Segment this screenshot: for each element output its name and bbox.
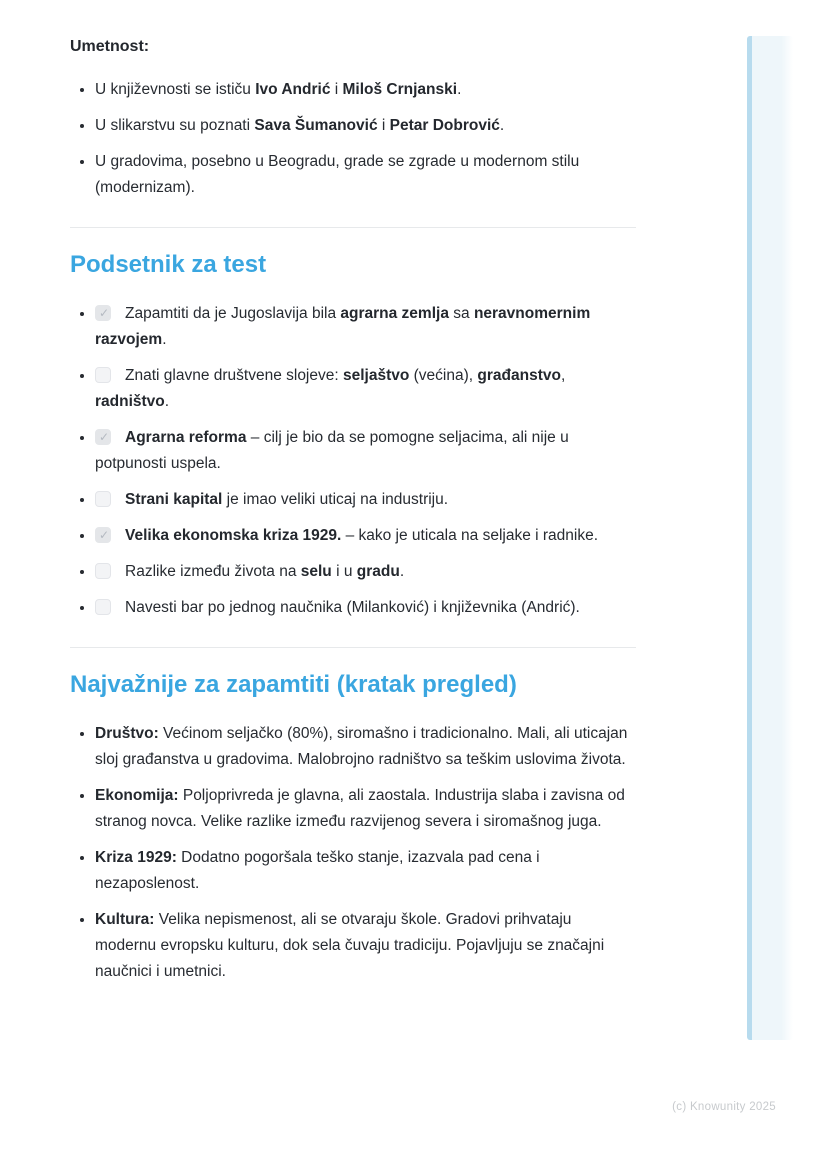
- checklist-item: [95, 558, 636, 585]
- section-divider: [70, 227, 636, 228]
- bold-text-segment: Sava Šumanović: [254, 117, 378, 134]
- checklist-item: [95, 594, 636, 621]
- copyright-label: (c) Knowunity 2025: [672, 1101, 776, 1113]
- text-segment: U slikarstvu su poznati: [95, 117, 255, 134]
- right-accent-bar: [747, 36, 793, 1040]
- section-title-umetnost: Umetnost:: [70, 38, 150, 55]
- text-segment: i: [330, 81, 343, 98]
- text-segment: U gradovima, posebno u Beogradu, grade se zgrade u modernom stilu (modernizam).: [95, 153, 580, 196]
- text-segment: (većina),: [409, 367, 478, 384]
- text-segment: – cilj je bio da se pomogne seljacima, ali nije u potpunosti uspela.: [95, 429, 569, 472]
- bold-text-segment: Ivo Andrić: [255, 81, 331, 98]
- bullet-list-umetnost: [70, 76, 636, 201]
- bold-text-segment: građanstvo: [477, 367, 561, 384]
- section-title-podsetnik: Podsetnik za test: [70, 251, 267, 278]
- text-segment: .: [162, 331, 167, 348]
- bold-text-segment: Ekonomija:: [95, 787, 179, 804]
- list-item: [95, 76, 636, 103]
- list-item: [95, 844, 636, 897]
- text-segment: Zapamtiti da je Jugoslavija bila: [125, 305, 341, 322]
- bullet-list-najvaznije: [70, 720, 636, 985]
- list-item: [95, 112, 636, 139]
- checkbox-unchecked-icon[interactable]: [95, 491, 111, 507]
- checklist-item: [95, 424, 636, 477]
- text-segment: je imao veliki uticaj na industriju.: [222, 491, 449, 508]
- section-title-najvaznije: Najvažnije za zapamtiti (kratak pregled): [70, 671, 517, 698]
- note-content: [70, 38, 636, 994]
- section-divider: [70, 647, 636, 648]
- bold-text-segment: Kriza 1929:: [95, 849, 177, 866]
- section-umetnost: [70, 38, 636, 201]
- checklist-item: [95, 522, 636, 549]
- bold-text-segment: Agrarna reforma: [125, 429, 247, 446]
- checklist-item: [95, 300, 636, 353]
- text-segment: – kako je uticala na seljake i radnike.: [341, 527, 599, 544]
- bold-text-segment: agrarna zemlja: [340, 305, 449, 322]
- text-segment: Znati glavne društvene slojeve:: [125, 367, 343, 384]
- text-segment: Većinom seljačko (80%), siromašno i tradicionalno. Mali, ali uticajan sloj građanstva u gradovima. Malobrojno radništvo sa teškim uslovima života.: [95, 725, 628, 768]
- text-segment: .: [399, 563, 405, 580]
- text-segment: .: [164, 393, 170, 410]
- bold-text-segment: radništvo: [95, 393, 165, 410]
- bold-text-segment: Miloš Crnjanski: [342, 81, 458, 98]
- text-segment: Razlike između života na: [125, 563, 301, 580]
- bold-text-segment: Kultura:: [95, 911, 155, 928]
- text-segment: sa: [448, 305, 474, 322]
- bold-text-segment: seljaštvo: [342, 367, 410, 384]
- text-segment: ,: [560, 367, 566, 384]
- bold-text-segment: Velika ekonomska kriza 1929.: [125, 527, 342, 544]
- bold-text-segment: Društvo:: [95, 725, 159, 742]
- bold-text-segment: Strani kapital: [125, 491, 223, 508]
- list-item: [95, 720, 636, 773]
- checkbox-checked-icon[interactable]: [95, 527, 111, 543]
- bold-text-segment: gradu: [356, 563, 400, 580]
- checklist-podsetnik: [70, 300, 636, 621]
- checkbox-unchecked-icon[interactable]: [95, 367, 111, 383]
- list-item: [95, 782, 636, 835]
- checklist-item: [95, 486, 636, 513]
- text-segment: Navesti bar po jednog naučnika (Milanković) i književnika (Andrić).: [125, 599, 580, 616]
- section-podsetnik-za-test: [70, 250, 636, 621]
- text-segment: .: [457, 81, 462, 98]
- section-najvaznije: [70, 670, 636, 985]
- text-segment: i u: [331, 563, 357, 580]
- bold-text-segment: selu: [300, 563, 332, 580]
- bold-text-segment: Petar Dobrović: [389, 117, 500, 134]
- bold-text-segment: neravnomernim razvojem: [95, 305, 591, 348]
- checkbox-unchecked-icon[interactable]: [95, 599, 111, 615]
- text-segment: i: [377, 117, 390, 134]
- text-segment: Poljoprivreda je glavna, ali zaostala. Industrija slaba i zavisna od stranog novca. Velike razlike između razvijenog severa i siromašnog juga.: [95, 787, 625, 830]
- text-segment: .: [499, 117, 505, 134]
- checkbox-unchecked-icon[interactable]: [95, 563, 111, 579]
- checkbox-checked-icon[interactable]: [95, 429, 111, 445]
- list-item: [95, 906, 636, 985]
- list-item: [95, 148, 636, 201]
- text-segment: U književnosti se ističu: [95, 81, 256, 98]
- text-segment: Velika nepismenost, ali se otvaraju škole. Gradovi prihvataju modernu evropsku kulturu, dok sela čuvaju tradiciju. Pojavljuju se značajni naučnici i umetnici.: [95, 911, 605, 980]
- checklist-item: [95, 362, 636, 415]
- text-segment: Dodatno pogoršala teško stanje, izazvala pad cena i nezaposlenost.: [95, 849, 540, 892]
- checkbox-checked-icon[interactable]: [95, 305, 111, 321]
